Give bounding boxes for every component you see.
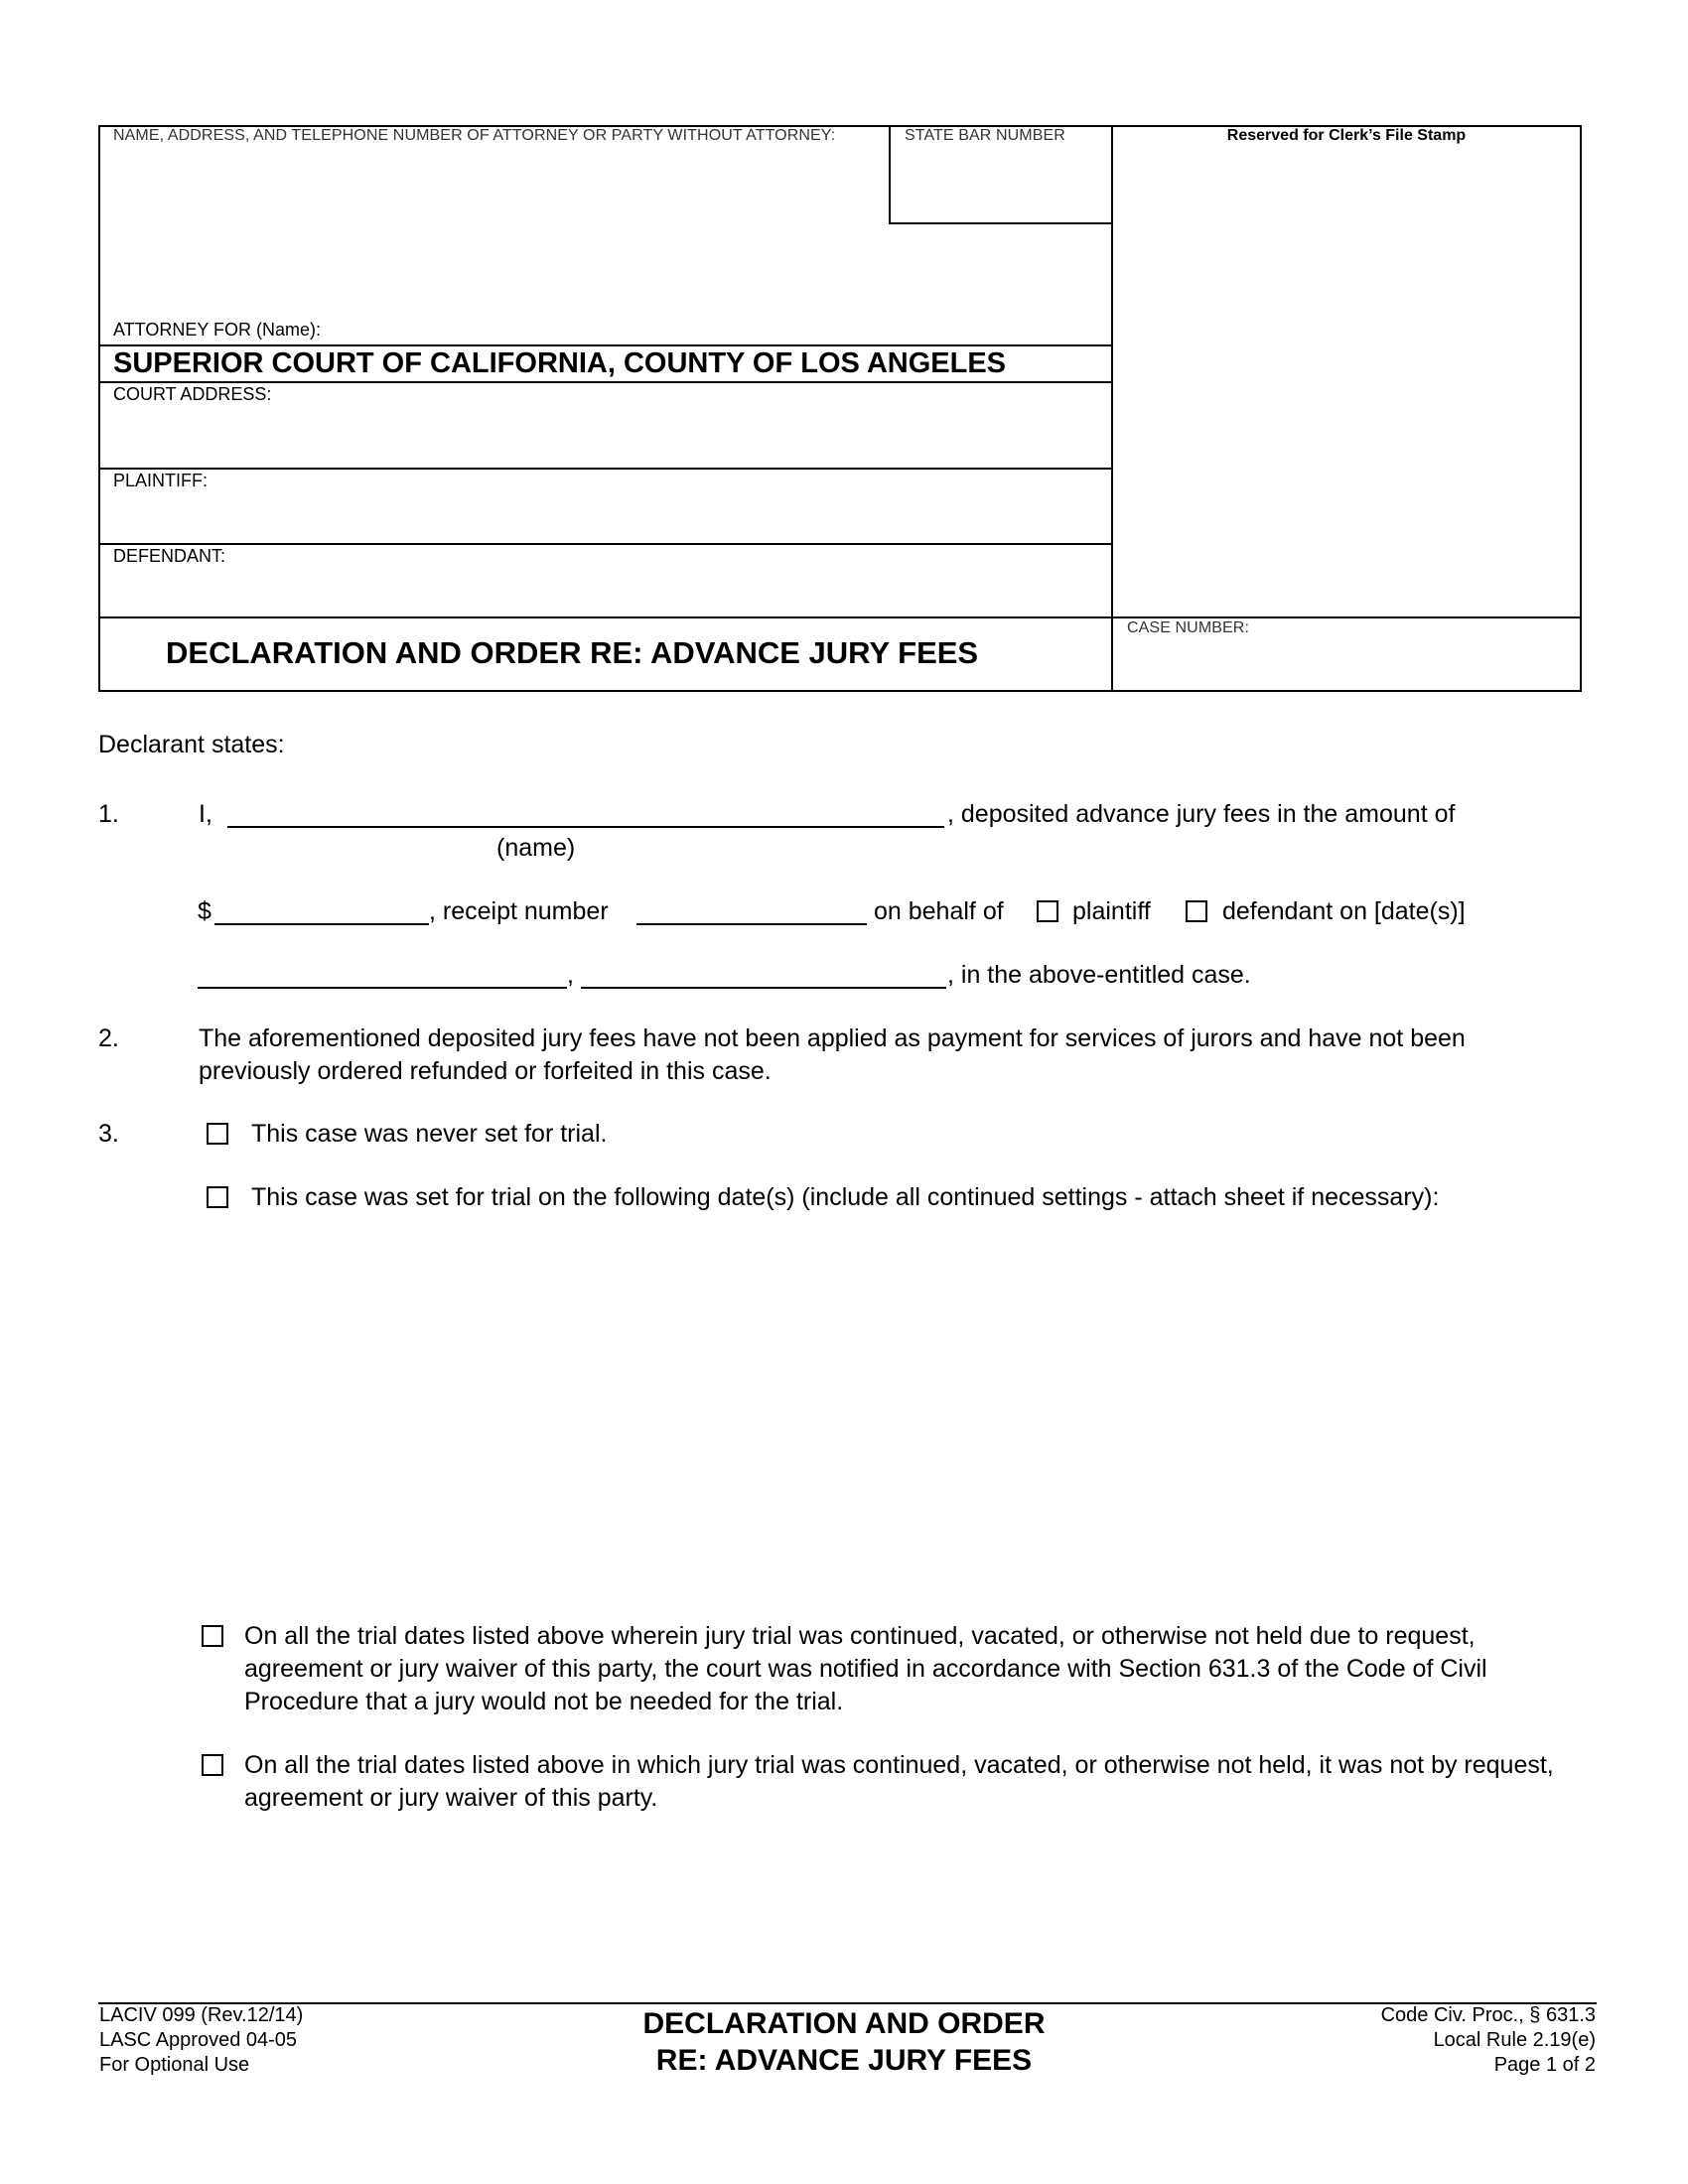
never-set-label: This case was never set for trial. <box>251 1120 608 1148</box>
form-number: LACIV 099 (Rev.12/14) <box>99 2004 304 2026</box>
defendant-field[interactable] <box>101 568 1109 614</box>
deposit-date-field-1[interactable] <box>198 987 567 989</box>
receipt-number-text: , receipt number <box>429 897 609 925</box>
item-1-deposit-text: , deposited advance jury fees in the amount of <box>947 800 1456 828</box>
defendant-checkbox[interactable] <box>1186 900 1207 922</box>
court-address-field[interactable] <box>101 407 1109 465</box>
amount-field[interactable] <box>214 923 429 925</box>
declarant-name-field[interactable] <box>227 826 944 828</box>
state-bar-field[interactable] <box>892 149 1110 220</box>
receipt-number-field[interactable] <box>636 923 867 925</box>
item-2-number: 2. <box>98 1024 119 1052</box>
plaintiff-checkbox[interactable] <box>1037 900 1058 922</box>
name-caption: (name) <box>496 834 576 862</box>
attorney-for-label: ATTORNEY FOR (Name): <box>113 320 322 340</box>
set-for-trial-label: This case was set for trial on the following date(s) (include all continued settings - attach sheet if necessary): <box>251 1183 1440 1211</box>
clerk-stamp-label: Reserved for Clerk’s File Stamp <box>1226 127 1467 144</box>
form-title: DECLARATION AND ORDER RE: ADVANCE JURY FEES <box>166 635 979 670</box>
plaintiff-option-label: plaintiff <box>1072 897 1151 925</box>
footer-title-line-1: DECLARATION AND ORDER <box>642 2007 1046 2040</box>
code-citation: Code Civ. Proc., § 631.3 <box>1380 2004 1596 2026</box>
footer-right <box>1381 2003 1596 2078</box>
not-by-request-label: On all the trial dates listed above in which jury trial was continued, vacated, or otherwise not held, it was not by request, agreement or jury waiver of this party. <box>244 1751 1554 1812</box>
on-behalf-text: on behalf of <box>874 897 1004 925</box>
court-address-label: COURT ADDRESS: <box>113 384 272 404</box>
deposit-date-field-2[interactable] <box>581 987 946 989</box>
case-number-field[interactable] <box>1115 641 1578 687</box>
trial-dates-area[interactable] <box>251 1251 1542 1588</box>
footer-left <box>99 2003 303 2078</box>
attorney-info-field[interactable] <box>101 149 886 328</box>
defendant-label: DEFENDANT: <box>113 546 226 566</box>
court-notified-label: On all the trial dates listed above wherein jury trial was continued, vacated, or otherwise not held due to request, agreement or jury waiver of this party, the court was notified in accordance with Section 631.3 of the Code of Civil Procedure that a jury would not be needed for the trial. <box>244 1622 1487 1715</box>
declarant-intro: Declarant states: <box>98 731 285 758</box>
optional-use-text: For Optional Use <box>99 2054 250 2076</box>
item-1-i: I, <box>199 800 212 828</box>
footer-title <box>556 2005 1132 2079</box>
court-notified-checkbox[interactable] <box>202 1625 223 1647</box>
set-for-trial-checkbox[interactable] <box>207 1186 228 1208</box>
plaintiff-field[interactable] <box>101 492 1109 540</box>
item-3-number: 3. <box>98 1120 119 1148</box>
item-1-number: 1. <box>98 800 119 828</box>
footer-rule <box>98 2002 1597 2004</box>
above-entitled-text: , in the above-entitled case. <box>947 961 1251 989</box>
approval-text: LASC Approved 04-05 <box>99 2029 298 2051</box>
dollar-sign: $ <box>198 897 211 925</box>
local-rule: Local Rule 2.19(e) <box>1433 2029 1596 2051</box>
plaintiff-label: PLAINTIFF: <box>113 471 209 490</box>
never-set-checkbox[interactable] <box>207 1123 228 1145</box>
defendant-option-label: defendant on [date(s)] <box>1222 897 1466 925</box>
state-bar-label: STATE BAR NUMBER <box>905 127 1065 144</box>
footer-title-line-2: RE: ADVANCE JURY FEES <box>655 2044 1033 2077</box>
case-number-label: CASE NUMBER: <box>1127 619 1249 636</box>
not-by-request-checkbox[interactable] <box>202 1754 223 1776</box>
court-name: SUPERIOR COURT OF CALIFORNIA, COUNTY OF LOS ANGELES <box>113 347 1007 379</box>
attorney-info-label: NAME, ADDRESS, AND TELEPHONE NUMBER OF ATTORNEY OR PARTY WITHOUT ATTORNEY: <box>113 127 836 144</box>
page-number: Page 1 of 2 <box>1493 2054 1596 2076</box>
date-comma: , <box>567 961 574 989</box>
item-2-text: The aforementioned deposited jury fees have not been applied as payment for services of jurors and have not been previously ordered refunded or forfeited in this case. <box>199 1024 1466 1085</box>
